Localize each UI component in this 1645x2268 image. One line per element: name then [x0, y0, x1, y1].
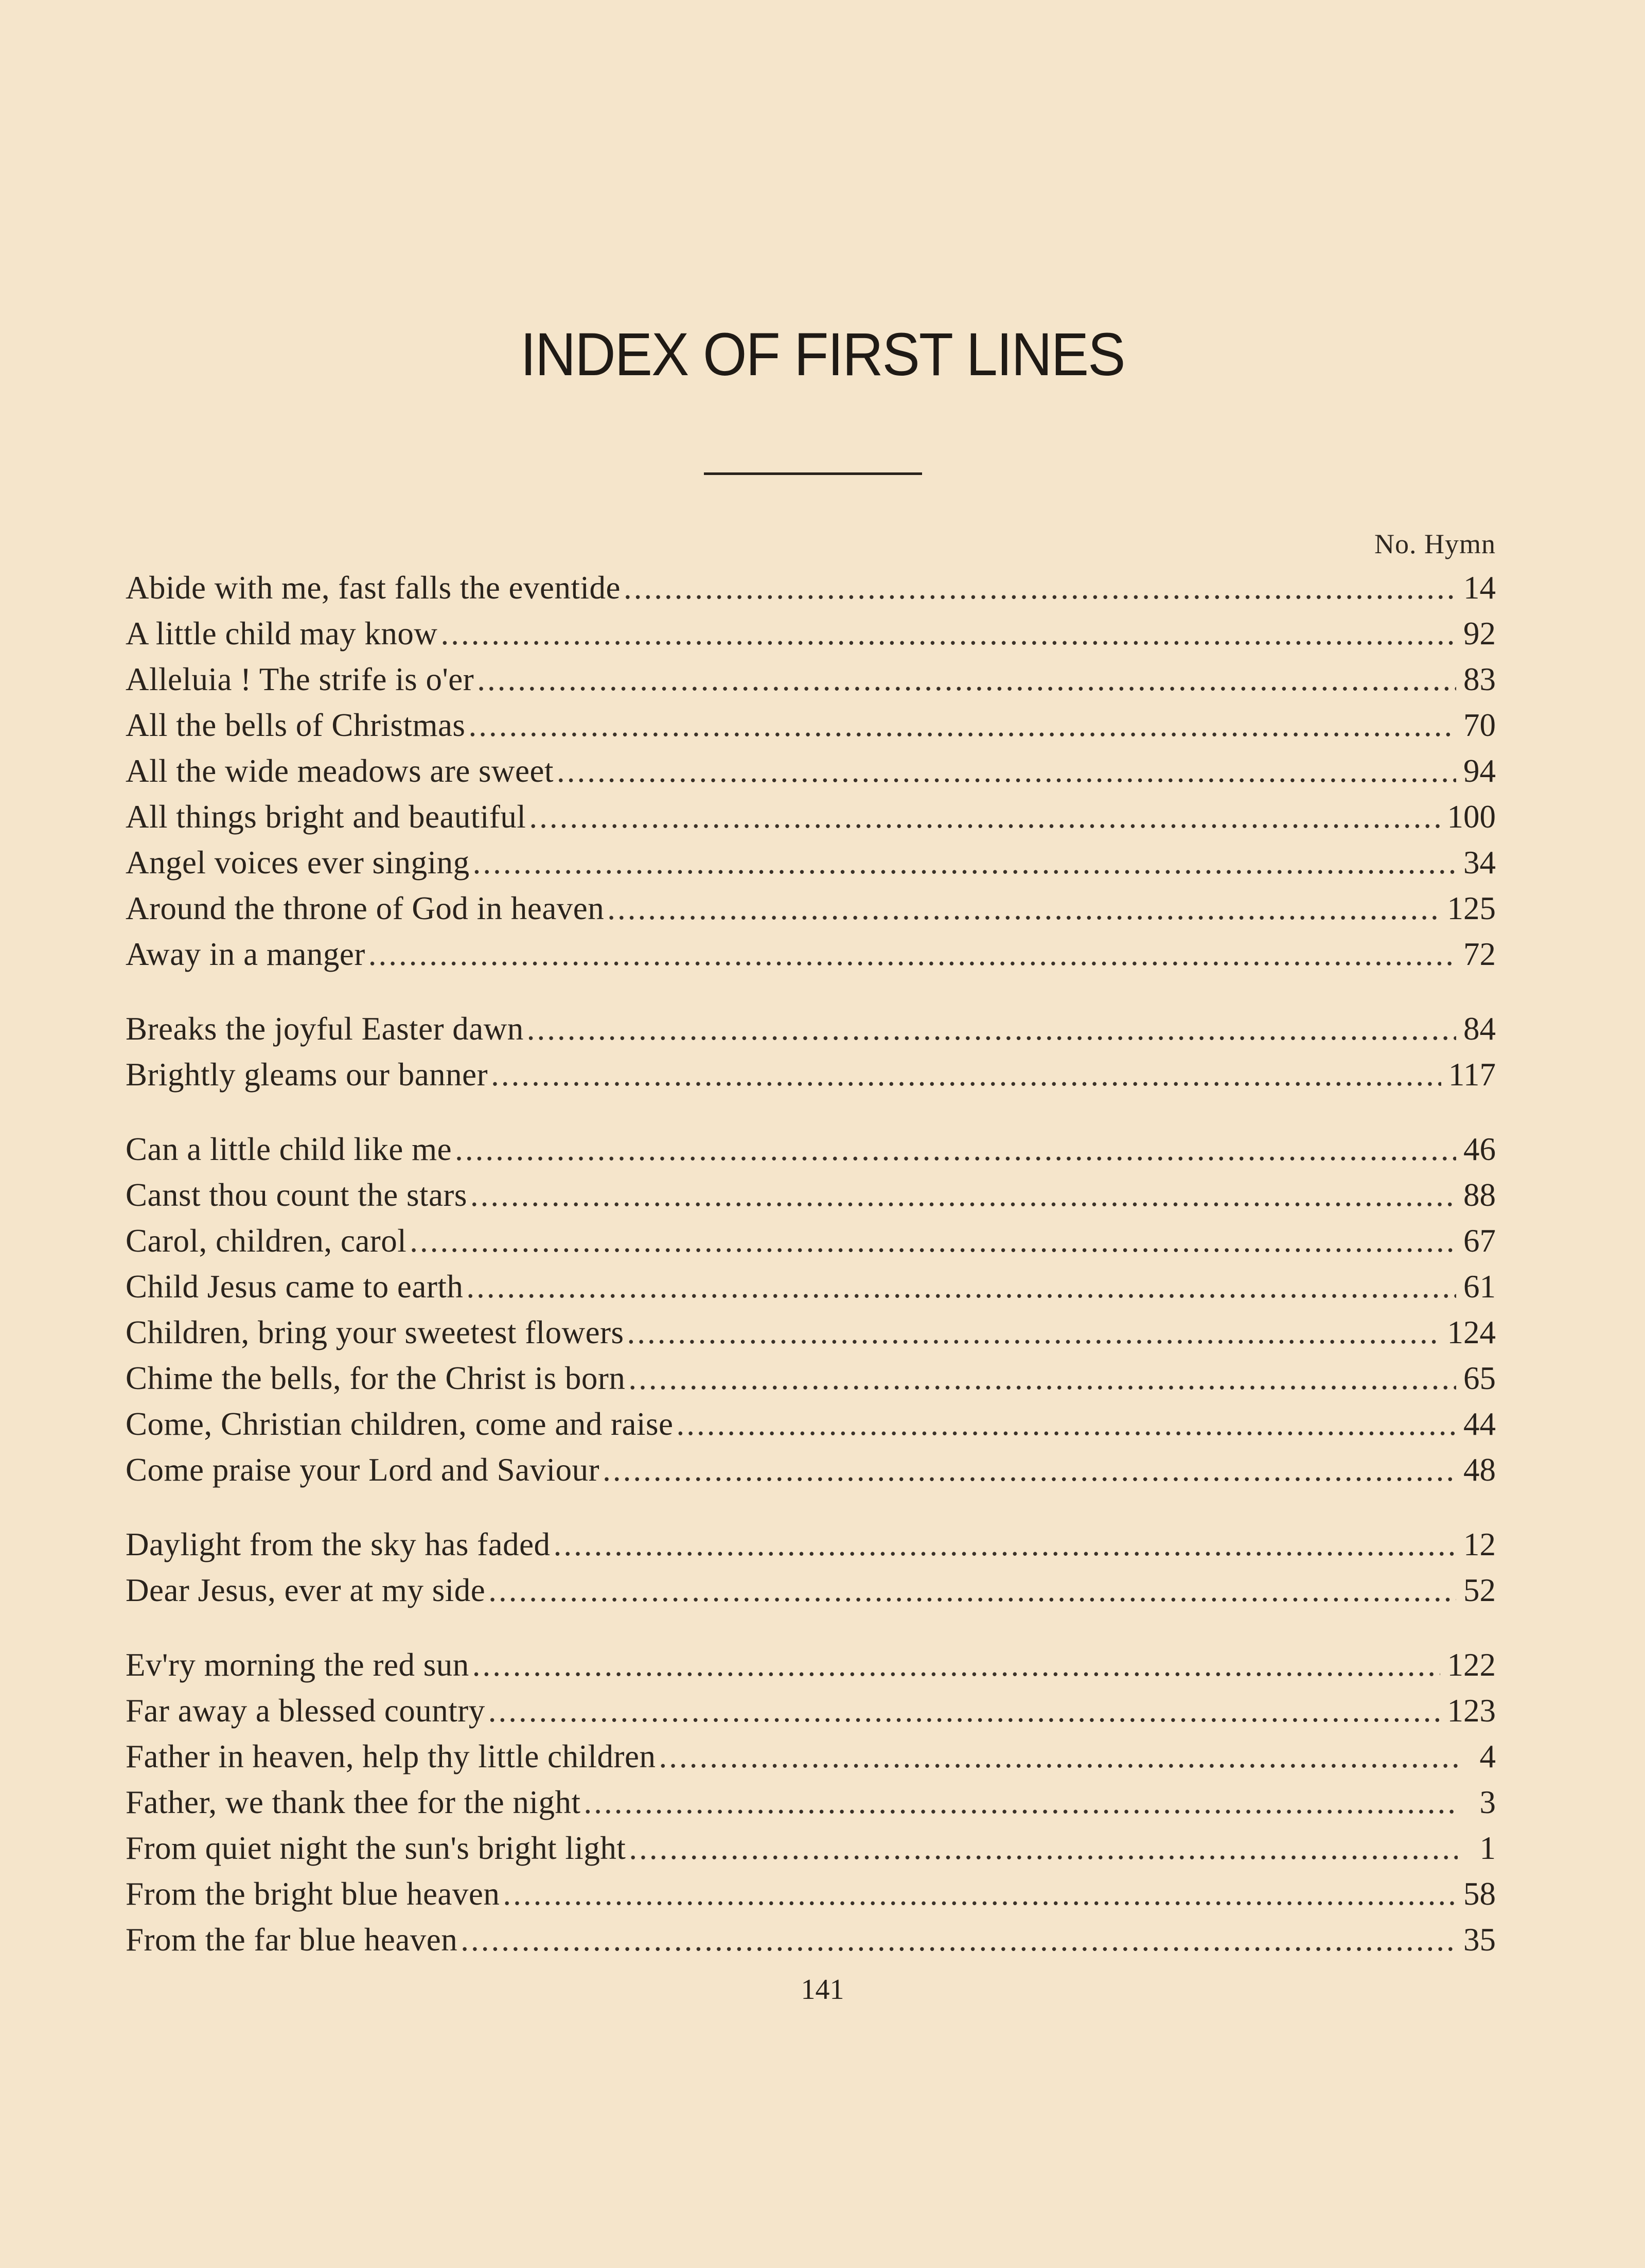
index-entry	[126, 1356, 1496, 1401]
first-line-text: All things bright and beautiful	[126, 799, 526, 835]
hymn-number: 83	[1463, 661, 1496, 697]
hymn-number: 124	[1447, 1314, 1496, 1350]
first-line-text: Dear Jesus, ever at my side	[126, 1572, 486, 1608]
first-line-text: Angel voices ever singing	[126, 845, 470, 881]
index-entry	[126, 1310, 1496, 1355]
dot-leader	[627, 1310, 1440, 1355]
title-rule	[704, 472, 922, 475]
dot-leader	[629, 1825, 1458, 1871]
index-entry	[126, 1734, 1496, 1779]
hymn-number: 46	[1463, 1131, 1496, 1167]
hymn-number: 58	[1463, 1876, 1496, 1912]
hymn-number: 3	[1479, 1784, 1496, 1820]
first-line-text: Daylight from the sky has faded	[126, 1526, 551, 1562]
index-entry	[126, 1568, 1496, 1613]
index-entry	[126, 1218, 1496, 1263]
index-entry	[126, 1447, 1496, 1492]
index-entry	[126, 931, 1496, 977]
hymn-number: 117	[1448, 1057, 1496, 1093]
first-line-text: From the far blue heaven	[126, 1922, 458, 1958]
dot-leader	[628, 1356, 1456, 1401]
first-line-text: Can a little child like me	[126, 1131, 452, 1167]
hymn-number: 12	[1463, 1526, 1496, 1562]
dot-leader	[603, 1447, 1456, 1492]
hymn-number: 44	[1463, 1406, 1496, 1442]
dot-leader	[368, 931, 1456, 977]
hymn-number: 72	[1463, 936, 1496, 972]
hymn-number: 35	[1463, 1922, 1496, 1958]
dot-leader	[527, 1006, 1456, 1051]
index-entry	[126, 1127, 1496, 1172]
index-entry	[126, 1642, 1496, 1687]
first-line-text: Breaks the joyful Easter dawn	[126, 1011, 524, 1047]
index-entry	[126, 611, 1496, 656]
first-line-text: Canst thou count the stars	[126, 1177, 467, 1213]
index-entry	[126, 1688, 1496, 1733]
hymn-number: 94	[1463, 753, 1496, 789]
hymn-number: 48	[1463, 1452, 1496, 1488]
hymn-number: 4	[1479, 1738, 1496, 1774]
first-line-text: Away in a manger	[126, 936, 365, 972]
first-line-text: Father in heaven, help thy little children	[126, 1738, 656, 1774]
index-entry	[126, 1264, 1496, 1309]
index-entry	[126, 1871, 1496, 1917]
index-entry	[126, 702, 1496, 748]
dot-leader	[583, 1780, 1458, 1825]
hymn-number: 122	[1447, 1647, 1496, 1683]
dot-leader	[488, 1568, 1456, 1613]
page-title: INDEX OF FIRST LINES	[520, 321, 1125, 389]
first-line-text: From the bright blue heaven	[126, 1876, 500, 1912]
index-entry	[126, 1917, 1496, 1962]
index-entry	[126, 748, 1496, 794]
column-header: No. Hymn	[1374, 529, 1496, 559]
dot-leader	[529, 794, 1440, 839]
dot-leader	[676, 1401, 1456, 1447]
hymn-number: 65	[1463, 1360, 1496, 1396]
first-line-text: Around the throne of God in heaven	[126, 890, 605, 926]
first-line-text: Ev'ry morning the red sun	[126, 1647, 469, 1683]
hymn-number: 52	[1463, 1572, 1496, 1608]
index-entry	[126, 565, 1496, 610]
first-line-text: All the wide meadows are sweet	[126, 753, 554, 789]
index-entry	[126, 886, 1496, 931]
index-entry	[126, 1780, 1496, 1825]
first-line-text: Come, Christian children, come and raise	[126, 1406, 674, 1442]
first-line-text: Come praise your Lord and Saviour	[126, 1452, 600, 1488]
hymn-number: 14	[1463, 570, 1496, 606]
dot-leader	[466, 1264, 1456, 1309]
hymn-number: 100	[1447, 799, 1496, 835]
dot-leader	[461, 1917, 1456, 1962]
index-entry	[126, 794, 1496, 839]
dot-leader	[491, 1052, 1441, 1097]
first-line-text: A little child may know	[126, 616, 438, 652]
first-line-text: Father, we thank thee for the night	[126, 1784, 581, 1820]
dot-leader	[477, 657, 1456, 702]
page-number: 141	[801, 1974, 844, 2006]
hymn-number: 34	[1463, 845, 1496, 881]
hymn-number: 125	[1447, 890, 1496, 926]
first-line-text: Carol, children, carol	[126, 1223, 407, 1259]
first-line-text: Far away a blessed country	[126, 1693, 485, 1729]
dot-leader	[455, 1127, 1456, 1172]
dot-leader	[468, 702, 1456, 748]
hymn-number: 84	[1463, 1011, 1496, 1047]
hymn-number: 61	[1463, 1269, 1496, 1305]
index-entry	[126, 1522, 1496, 1567]
index-entry	[126, 1172, 1496, 1218]
hymn-number: 1	[1479, 1830, 1496, 1866]
first-line-text: From quiet night the sun's bright light	[126, 1830, 626, 1866]
index-entry	[126, 1401, 1496, 1447]
first-line-text: Brightly gleams our banner	[126, 1057, 488, 1093]
first-line-text: Child Jesus came to earth	[126, 1269, 464, 1305]
dot-leader	[554, 1522, 1456, 1567]
dot-leader	[557, 748, 1456, 794]
hymn-number: 67	[1463, 1223, 1496, 1259]
dot-leader	[410, 1218, 1456, 1263]
first-line-text: Children, bring your sweetest flowers	[126, 1314, 624, 1350]
hymn-number: 92	[1463, 616, 1496, 652]
index-entry	[126, 840, 1496, 885]
dot-leader	[607, 886, 1440, 931]
hymn-number: 88	[1463, 1177, 1496, 1213]
dot-leader	[624, 565, 1456, 610]
first-line-text: Alleluia ! The strife is o'er	[126, 661, 474, 697]
first-line-text: Chime the bells, for the Christ is born	[126, 1360, 626, 1396]
index-entry	[126, 1825, 1496, 1871]
first-line-text: All the bells of Christmas	[126, 707, 466, 743]
dot-leader	[472, 1642, 1440, 1687]
index-entry	[126, 1052, 1496, 1097]
dot-leader	[473, 840, 1456, 885]
dot-leader	[440, 611, 1456, 656]
dot-leader	[503, 1871, 1456, 1917]
index-entry	[126, 657, 1496, 702]
dot-leader	[470, 1172, 1456, 1218]
dot-leader	[488, 1688, 1440, 1733]
first-line-text: Abide with me, fast falls the eventide	[126, 570, 621, 606]
dot-leader	[659, 1734, 1458, 1779]
hymn-number: 123	[1447, 1693, 1496, 1729]
index-entry	[126, 1006, 1496, 1051]
hymn-number: 70	[1463, 707, 1496, 743]
